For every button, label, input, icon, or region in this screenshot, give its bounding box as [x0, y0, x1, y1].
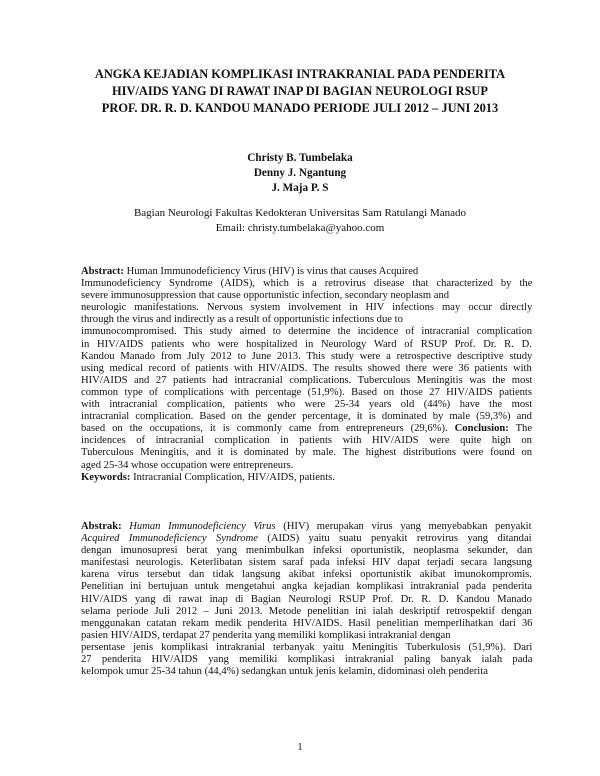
abstrak-line: HIV/AIDS yang di rawat inap di Bagian Neurologi RSUP Prof. Dr. R. D. Kandou Manado [81, 593, 532, 605]
keywords-label: Keywords: [81, 471, 131, 483]
author: J. Maja P. S [271, 182, 329, 194]
paper-title [50, 66, 550, 117]
abstract-line: Tuberculous Meningitis, and it is dominated by male. The highest distributions were found on [81, 447, 532, 459]
abstract-line: Kandou Manado from July 2012 to June 2013. This study were a retrospective descriptive study [81, 350, 532, 362]
author: Denny J. Ngantung [253, 167, 347, 179]
abstract-english [81, 266, 532, 484]
abstract-line: using medical record of patients with HIV/AIDS. The results showed there were 36 patients with [81, 362, 532, 374]
abstrak-line: 27 penderita HIV/AIDS yang memiliki komplikasi intrakranial paling banyak ialah pada [81, 654, 532, 666]
abstrak-line: Acquired Immunodeficiency Syndrome (AIDS) yaitu suatu penyakit retrovirus yang ditandai [81, 533, 532, 545]
abstract-line: with intracranial complication, patients who were 25-34 years old (44%) have the most [81, 399, 532, 411]
abstract-line: Immunodeficiency Syndrome (AIDS), which is a retrovirus disease that characterized by the [81, 278, 532, 290]
abstract-line: aged 25-34 whose occupation were entrepreneurs. [81, 459, 294, 471]
abstrak-line: dengan imunosupresi berat yang menimbulkan infeksi oportunistik, neoplasma sekunder, dan [81, 545, 532, 557]
abstrak-label: Abstrak: [81, 521, 122, 532]
abstract-label: Abstract: [81, 266, 124, 277]
conclusion-label: Conclusion: [454, 423, 509, 435]
title-line-2: HIV/AIDS YANG DI RAWAT INAP DI BAGIAN NEUROLOGI RSUP [112, 84, 488, 98]
abstract-indonesian [81, 521, 532, 678]
abstract-line: based on the occupations, it is commonly came from entrepreneurs (29,6%). Conclusion: The [81, 423, 532, 435]
affiliation-block [0, 206, 600, 236]
abstract-line: neurologic manifestations. Nervous system involvement in HIV infections may occur directly [81, 302, 532, 314]
abstract-line: Abstract: Human Immunodeficiency Virus (HIV) is virus that causes Acquired [81, 266, 419, 277]
abstract-line: incidences of intracranial complication in patients with HIV/AIDS were quite high on [81, 435, 532, 447]
abstrak-line: Penelitian ini bertujuan untuk mengetahui angka kejadian komplikasi intrakranial pada penderita [81, 581, 532, 593]
author-list [0, 151, 600, 196]
abstrak-line: manifestasi neurologis. Keterlibatan sistem saraf pada infeksi HIV dapat terjadi secara langsung [81, 557, 532, 569]
page-number: 1 [297, 742, 303, 753]
title-line-1: ANGKA KEJADIAN KOMPLIKASI INTRAKRANIAL PADA PENDERITA [94, 67, 506, 81]
title-line-3: PROF. DR. R. D. KANDOU MANADO PERIODE JULI 2012 – JUNI 2013 [101, 101, 499, 115]
abstrak-line: karena virus tersebut dan tidak langsung akibat infeksi oportunistik akibat imunokompromis. [81, 569, 532, 581]
abstract-line: severe immunosuppression that cause opportunistic infection, secondary neoplasm and [81, 290, 450, 302]
abstract-line: immunocompromised. This study aimed to determine the incidence of intracranial complication [81, 326, 532, 338]
affiliation: Bagian Neurologi Fakultas Kedokteran Universitas Sam Ratulangi Manado [133, 207, 467, 219]
abstrak-line: menggunakan catatan rekam medik penderita HIV/AIDS. Hasil penelitian memperlihatkan dari 36 [81, 617, 532, 629]
email: Email: christy.tumbelaka@yahoo.com [215, 222, 385, 234]
abstract-line: common type of complications with percentage (51,9%). Based on those 27 HIV/AIDS patients [81, 386, 532, 398]
abstrak-line: selama periode Juli 2012 – Juni 2013. Metode penelitian ini ialah deskriptif retrospektif dengan [81, 605, 532, 617]
abstract-line: intracranial complication. Based on the gender percentage, it is dominated by male (59,3%) and [81, 411, 532, 423]
abstrak-line: persentase jenis komplikasi intrakranial terbanyak yaitu Meningitis Tuberkulosis (51,9%). Dari [81, 641, 532, 653]
author: Christy B. Tumbelaka [247, 152, 353, 164]
keywords: Intracranial Complication, HIV/AIDS, patients. [130, 471, 335, 483]
abstract-line: through the virus and indirectly as a result of opportunistic infections due to [81, 314, 403, 326]
abstract-line: in HIV/AIDS patients who were hospitalized in Neurology Ward of RSUP Prof. Dr. R. D. [81, 338, 532, 350]
abstract-line: HIV/AIDS and 27 patients had intracranial complications. Tuberculous Meningitis was the most [81, 374, 532, 386]
abstrak-line: kelompok umur 25-34 tahun (44,4%) sedangkan untuk jenis kelamin, didominasi oleh penderita [81, 666, 488, 678]
keywords-line [81, 472, 532, 484]
abstrak-line: pasien HIV/AIDS, terdapat 27 penderita yang memiliki komplikasi intrakranial dengan [81, 629, 451, 641]
abstrak-line: Abstrak: Human Immunodeficiency Virus (HIV) merupakan virus yang menyebabkan penyakit [81, 521, 532, 532]
